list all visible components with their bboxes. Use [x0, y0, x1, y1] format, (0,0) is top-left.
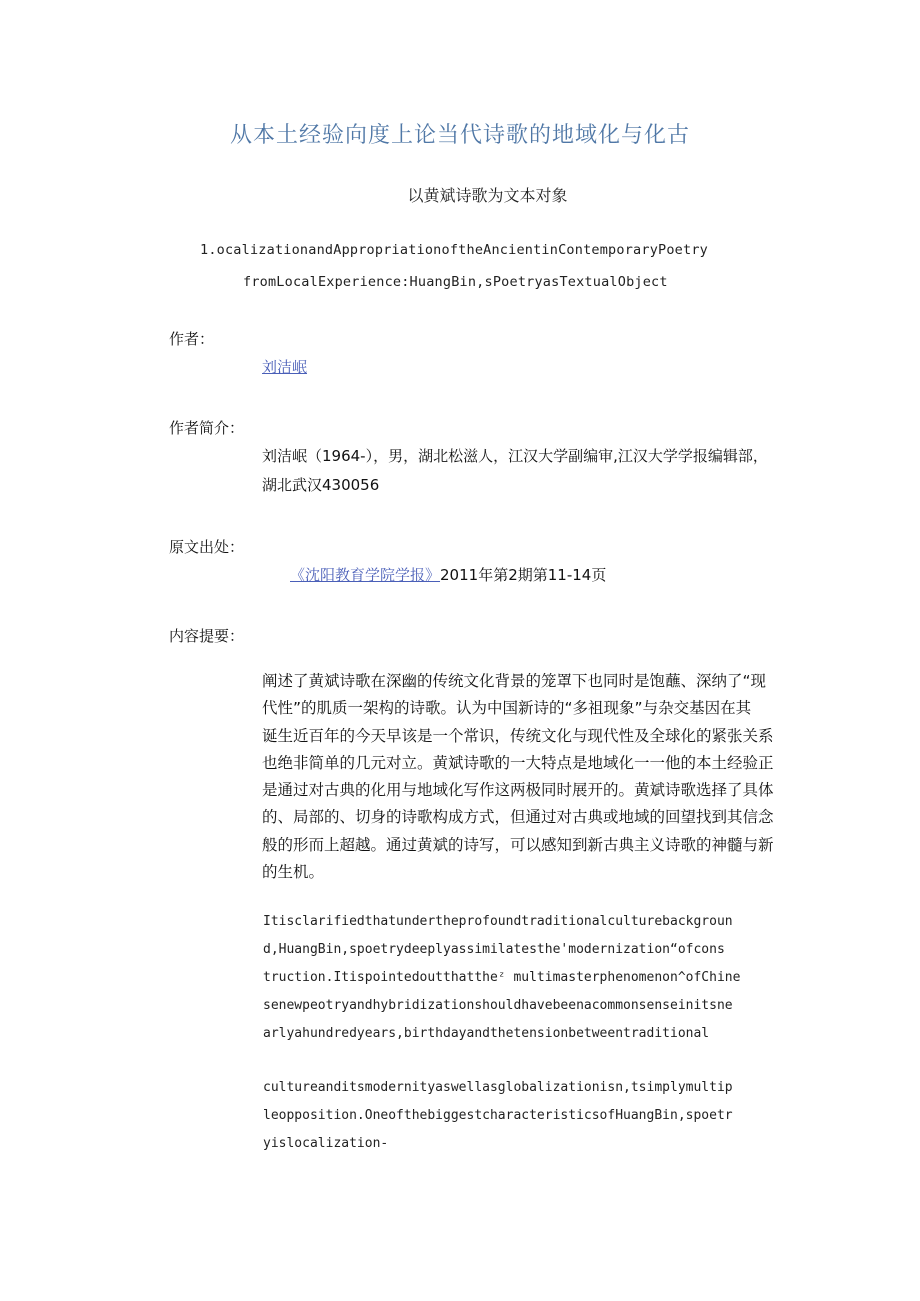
abstract-cn-line: 代性”的肌质一架构的诗歌。认为中国新诗的“多祖现象”与杂交基因在其	[262, 699, 752, 718]
source-citation	[290, 564, 606, 585]
source-detail: 2011年第2期第11-14页	[440, 566, 607, 584]
page-title: 从本土经验向度上论当代诗歌的地域化与化古	[229, 123, 690, 148]
abstract-en-line: arlyahundredyears,birthdayandthetensionbetweentraditional	[263, 1026, 710, 1041]
abstract-en-line: senewpeotryandhybridizationshouldhavebeenacommonsenseinitsne	[263, 998, 733, 1013]
source-label: 原文出处：	[169, 538, 245, 556]
abstract-cn-line: 是通过对古典的化用与地域化写作这两极同时展开的。黄斌诗歌选择了具体	[262, 781, 774, 800]
abstract-en-line: d,HuangBin,spoetrydeeplyassimilatesthe'modernization“ofcons	[263, 942, 725, 957]
author-name-link[interactable]	[262, 356, 307, 377]
abstract-cn-line: 也绝非简单的几元对立。黄斌诗歌的一大特点是地域化一一他的本土经验正	[262, 753, 774, 772]
abstract-cn-line: 阐述了黄斌诗歌在深幽的传统文化背景的笼罩下也同时是饱蘸、深纳了“现	[262, 672, 767, 690]
abstract-cn-line: 诞生近百年的今天早该是一个常识，传统文化与现代性及全球化的紧张关系	[262, 726, 774, 745]
abstract-en-line: leopposition.OneofthebiggestcharacteristicsofHuangBin,spoetr	[263, 1108, 733, 1123]
abstract-label: 内容提要：	[169, 627, 245, 645]
abstract-chinese	[262, 668, 782, 886]
abstract-cn-line: 的生机。	[262, 863, 325, 882]
abstract-english-paragraph-2	[263, 1074, 783, 1158]
author-name[interactable]: 刘洁岷	[262, 358, 308, 376]
abstract-en-line: truction.Itispointedoutthattheᶻ multimasterphenomenon^ofChine	[263, 970, 741, 985]
english-title-line-1: 1.ocalizationandAppropriationoftheAncientinContemporaryPoetry	[200, 242, 708, 258]
abstract-english-paragraph-1	[263, 908, 783, 1048]
source-journal-link[interactable]: 《沈阳教育学院学报》	[290, 566, 441, 584]
abstract-cn-line: 般的形而上超越。通过黄斌的诗写，可以感知到新古典主义诗歌的神髓与新	[262, 835, 774, 854]
author-bio-line-1: 刘洁岷（1964-），男，湖北松滋人，江汉大学副编审,江汉大学学报编辑部，	[262, 447, 768, 465]
page-subtitle: 以黄斌诗歌为文本对象	[407, 186, 568, 205]
english-title-line-2: fromLocalExperience:HuangBin,sPoetryasTextualObject	[243, 274, 668, 290]
abstract-en-line: Itisclarifiedthatundertheprofoundtraditionalculturebackgroun	[263, 914, 733, 929]
author-label: 作者：	[169, 330, 215, 348]
author-bio-label: 作者简介：	[169, 419, 245, 437]
author-bio-line-2: 湖北武汉430056	[262, 476, 380, 494]
abstract-en-line: cultureanditsmodernityaswellasglobalizationisn,tsimplymultip	[263, 1080, 733, 1095]
abstract-cn-line: 的、局部的、切身的诗歌构成方式，但通过对古典或地域的回望找到其信念	[262, 808, 774, 827]
abstract-en-line: yislocalization-	[263, 1136, 389, 1151]
